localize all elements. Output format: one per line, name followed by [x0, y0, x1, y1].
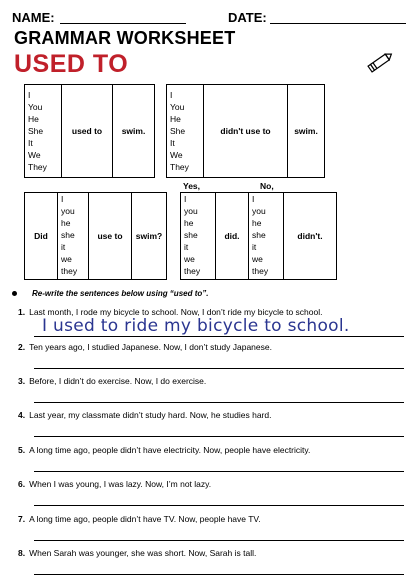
yes-label: Yes,: [183, 181, 201, 191]
answer-line-2[interactable]: [34, 368, 404, 369]
answer-line-1[interactable]: [34, 336, 404, 337]
pronoun-list-yes: I you he she it we they: [181, 193, 216, 280]
name-field[interactable]: [60, 23, 186, 24]
table-question: [24, 192, 167, 280]
question-2: 2. Ten years ago, I studied Japanese. Now, I don’t study Japanese.: [18, 342, 272, 352]
yes-aux-cell: did.: [216, 193, 249, 280]
pronoun-list: I you he she it we they: [58, 193, 89, 280]
instruction-text: Re-write the sentences below using “used to”.: [32, 289, 209, 298]
verb-cell: didn't use to: [204, 85, 288, 178]
verb-cell: use to: [89, 193, 132, 280]
pencil-icon: [366, 48, 396, 76]
answer-line-7[interactable]: [34, 540, 404, 541]
answer-line-6[interactable]: [34, 505, 404, 506]
question-8: 8. When Sarah was younger, she was short. Now, Sarah is tall.: [18, 548, 257, 558]
pronoun-list: I You He She It We They: [25, 85, 62, 178]
worksheet-title: GRAMMAR WORKSHEET: [14, 28, 236, 48]
object-cell: swim.: [113, 85, 155, 178]
answer-line-5[interactable]: [34, 471, 404, 472]
answer-line-3[interactable]: [34, 402, 404, 403]
date-label: DATE:: [228, 10, 267, 25]
question-4: 4. Last year, my classmate didn’t study hard. Now, he studies hard.: [18, 410, 272, 420]
object-cell: swim?: [132, 193, 167, 280]
verb-cell: used to: [62, 85, 113, 178]
date-field[interactable]: [270, 23, 406, 24]
question-5: 5. A long time ago, people didn’t have electricity. Now, people have electricity.: [18, 445, 311, 455]
object-cell: swim.: [288, 85, 325, 178]
worksheet-subtitle: USED TO: [14, 50, 129, 78]
pronoun-list-no: I you he she it we they: [249, 193, 284, 280]
question-7: 7. A long time ago, people didn’t have TV. Now, people have TV.: [18, 514, 261, 524]
table-positive: [24, 84, 155, 178]
no-aux-cell: didn't.: [284, 193, 337, 280]
answer-line-4[interactable]: [34, 436, 404, 437]
aux-cell: Did: [25, 193, 58, 280]
question-6: 6. When I was young, I was lazy. Now, I’m not lazy.: [18, 479, 212, 489]
answer-line-8[interactable]: [34, 574, 404, 575]
name-label: NAME:: [12, 10, 55, 25]
bullet-icon: [12, 291, 17, 296]
no-label: No,: [260, 181, 274, 191]
pronoun-list: I You He She It We They: [167, 85, 204, 178]
question-3: 3. Before, I didn’t do exercise. Now, I do exercise.: [18, 376, 207, 386]
table-short-answers: [180, 192, 337, 280]
example-answer: I used to ride my bicycle to school.: [42, 316, 350, 336]
question-1: 1. Last month, I rode my bicycle to school. Now, I don’t ride my bicycle to school.: [18, 307, 323, 317]
table-negative: [166, 84, 325, 178]
